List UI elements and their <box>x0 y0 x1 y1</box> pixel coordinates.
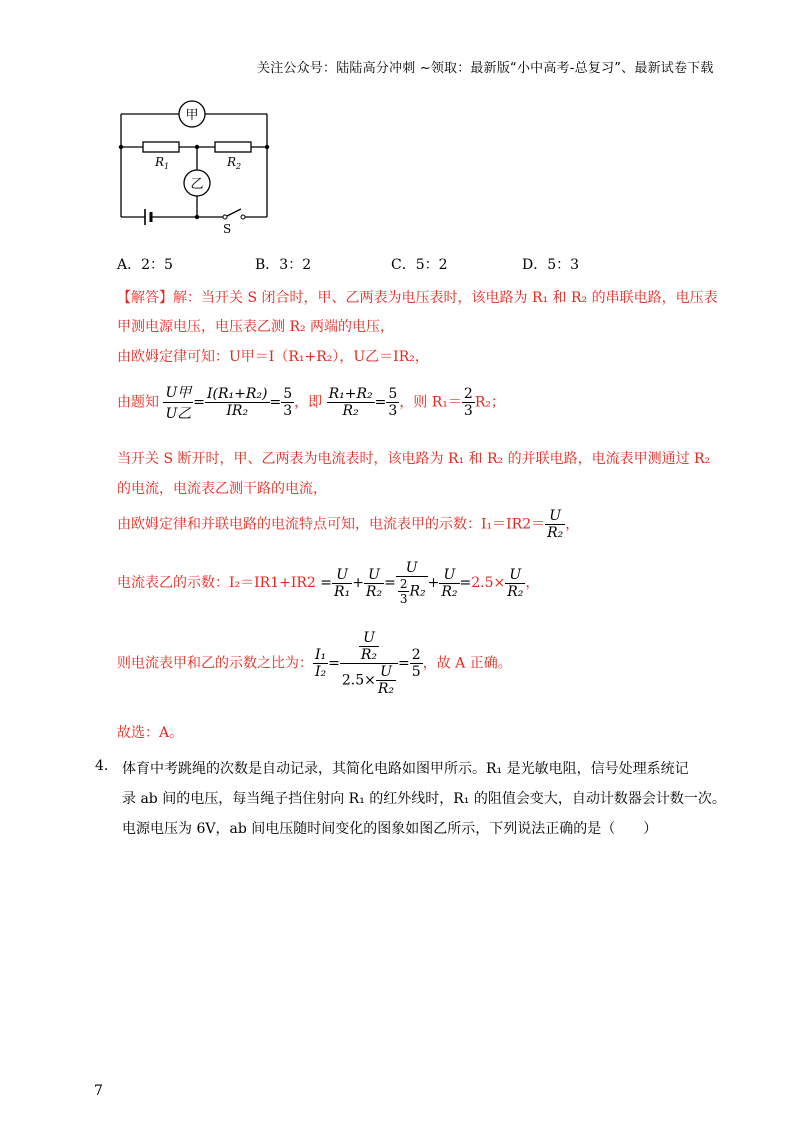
page-header: 关注公众号：陆陆高分冲刺 ~领取：最新版“小中高考-总复习”、最新试卷下载 <box>257 61 714 76</box>
page-number: 7 <box>94 1083 103 1099</box>
solution-line-7: 由欧姆定律和并联电路的电流特点可知，电流表甲的示数：I₁＝IR2＝ $\frac{U}{\text{R₂}}$ ， <box>117 508 580 541</box>
solution-line-1: 【解答】解：当开关 S 闭合时，甲、乙两表为电压表时，该电路为 R₁ 和 R₂ 的串联电路，电压表 <box>117 290 718 306</box>
option-b: B．3：2 <box>255 257 312 273</box>
meter-yi-label: 乙 <box>190 177 204 192</box>
meter-jia-label: 甲 <box>185 108 199 123</box>
question-4-line-1: 体育中考跳绳的次数是自动记录，其简化电路如图甲所示。R₁ 是光敏电阻，信号处理系统记 <box>122 761 689 777</box>
circuit-diagram <box>115 93 275 233</box>
option-a: A．2：5 <box>117 257 173 273</box>
solution-line-3: 由欧姆定律可知：U甲＝I（R₁+R₂），U乙＝IR₂， <box>117 349 429 365</box>
solution-line-6: 的电流，电流表乙测干路的电流， <box>117 481 327 497</box>
solution-line-5: 当开关 S 断开时，甲、乙两表为电流表时，该电路为 R₁ 和 R₂ 的并联电路，电流表甲测通过 R₂ <box>117 451 711 467</box>
question-4-line-3: 电源电压为 6V，ab 间电压随时间变化的图象如图乙所示，下列说法正确的是（ ） <box>122 821 658 837</box>
r1-label: $R_1$ <box>155 155 170 171</box>
solution-answer: 故选：A。 <box>117 725 184 741</box>
solution-line-2: 甲测电源电压，电压表乙测 R₂ 两端的电压， <box>117 319 395 335</box>
question-4-line-2: 录 ab 间的电压，每当绳子挡住射向 R₁ 的红外线时，R₁ 的阻值会变大，自动计数器会计数一次。 <box>122 791 726 807</box>
solution-line-4: 由题知 $\frac{\text{U甲}}{\text{U乙}}$ = $\frac{\text{I(R₁+R₂)}}{\text{IR₂}}$ = $\frac{5}{3}$ ，即 $\frac{\text{R₁+R₂}}{\text{R₂}}$ = $\frac{5}{3}$ ，则 R₁＝ $\frac{2}{3}$ R₂； <box>117 382 505 423</box>
question-4-number: 4. <box>95 758 109 774</box>
solution-line-8: 电流表乙的示数：I₂＝IR1+IR2 = $\frac{U}{\text{R₁}}$ + $\frac{U}{\text{R₂}}$ = U $\frac{2}{3}$ R₂ + $\frac{U}{\text{R₂}}$ =2.5× $\frac{U}{\text{R₂}}$ ， <box>117 560 540 606</box>
switch-label: S <box>223 222 232 233</box>
option-d: D．5：3 <box>522 257 580 273</box>
option-c: C．5：2 <box>391 257 448 273</box>
r2-label: $R_2$ <box>227 155 242 171</box>
solution-tag: 【解答】 <box>117 290 173 306</box>
solution-line-9: 则电流表甲和乙的示数之比为： $\frac{\text{I₁}}{\text{I₂}}$ = $\frac{U}{\text{R₂}}$ 2.5× $\frac{U}{\text{R₂}}$ = $\frac{2}{5}$ ，故 A 正确。 <box>117 630 512 697</box>
